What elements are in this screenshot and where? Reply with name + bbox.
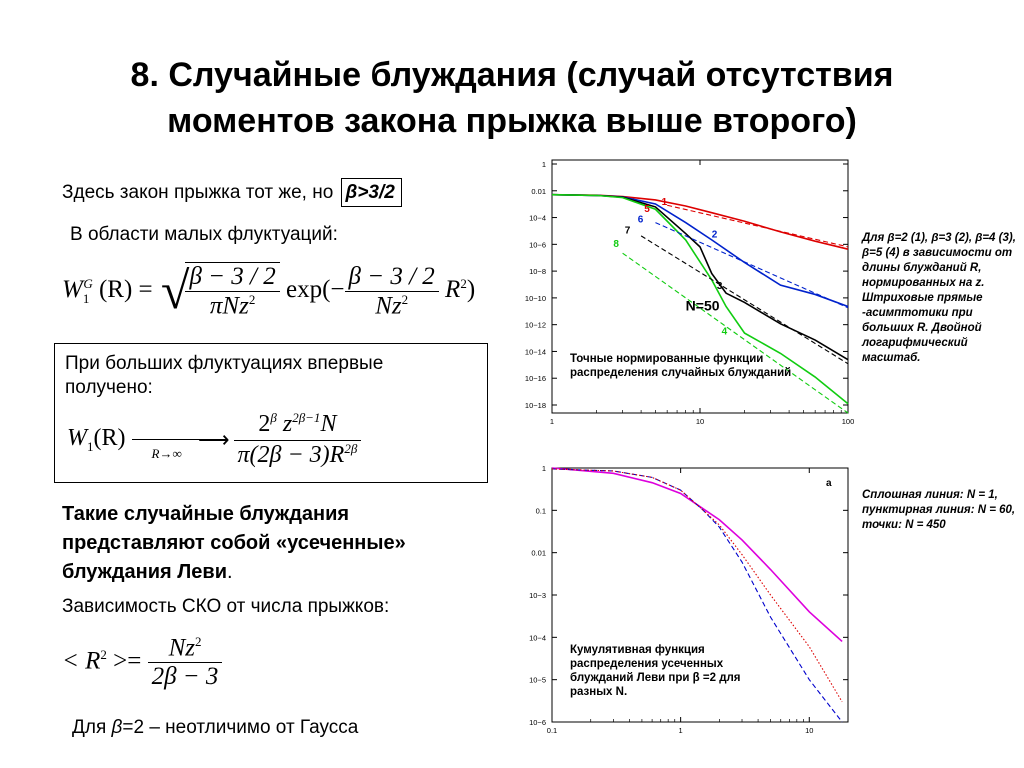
chart-2-caption: Кумулятивная функция распределения усеченных блужданий Леви при β =2 для разных N. [570, 644, 741, 698]
sko-fraction [148, 634, 223, 691]
sko-label: Зависимость СКО от числа прыжков: [62, 596, 390, 617]
large-numerator: $2^\beta$ $z^{2\beta-1}N$ [258, 410, 337, 437]
chart-2-xtick-label: 10 [805, 726, 814, 735]
chart-1-curve-label-8: 8 [613, 238, 619, 250]
chart-1 [510, 150, 855, 428]
levy-bold-text: Такие случайные блуждания представляют собой «усеченные» блуждания Леви [62, 503, 406, 583]
w-sub: 1 [82, 291, 90, 307]
chart-1-curve-label-2: 2 [711, 229, 718, 241]
small-fluct-label: В области малых флуктуаций: [70, 224, 338, 245]
levy-paragraph: Такие случайные блуждания представляют собой «усеченные» блуждания Леви. [62, 503, 406, 583]
chart-2-ytick-label: 10−3 [529, 591, 546, 600]
w-sup: G [83, 275, 93, 291]
formula-large-fluct: $W_1(R)$ ⟶ R→∞ $\frac{2^\beta z^{2\beta-1}N}{\pi(2\beta - 3)R^{2\beta}}$ [67, 410, 361, 469]
chart-1-ytick-label: 0.01 [531, 186, 546, 196]
exp-fraction [345, 263, 439, 320]
large-fluct-box [54, 343, 488, 483]
large-denominator: $\pi(2\beta - 3)R^{2\beta}$ [234, 440, 362, 469]
limit-arrow: ⟶ R→∞ [132, 430, 228, 450]
chart-2-ytick-label: 10−4 [529, 633, 546, 643]
chart-2-ytick-label: 10−5 [529, 675, 546, 685]
right-caption-2: Сплошная линия: N = 1, пунктирная линия: N = 60, точки: N = 450 [862, 489, 1016, 531]
chart-1-xtick-label: 100 [841, 417, 855, 426]
chart-1-ytick-label: 10−12 [524, 320, 546, 330]
chart-2-xtick-label: 0.1 [546, 726, 558, 735]
exp-numerator: β − 3 / 2 [348, 262, 435, 290]
sqrt-sign: √ [160, 263, 190, 320]
exp-denominator: Nz$^2$ [345, 291, 439, 320]
chart-1-ytick-label: 10−4 [529, 213, 546, 223]
beta-condition: β>3/2 [341, 178, 402, 207]
chart-2-xtick-label: 1 [678, 726, 683, 735]
chart-1-curve-label-3: 3 [716, 281, 723, 293]
chart-1-ytick-label: 10−14 [524, 347, 546, 357]
chart-1-caption: Точные нормированные функции распределения случайных блужданий [570, 353, 792, 379]
w-symbol: W [62, 276, 83, 304]
chart-2-ytick-label: 1 [541, 464, 546, 473]
intro-line [62, 178, 402, 207]
gauss-note: Для β=2 – неотличимо от Гаусса [72, 717, 359, 738]
chart-1-ytick-label: 10−8 [529, 267, 546, 277]
chart-1-xtick-label: 10 [695, 417, 705, 426]
chart-2-ytick-label: 10−6 [529, 718, 546, 727]
r-symbol: R [445, 276, 461, 304]
chart-1-curve-label-5: 5 [644, 204, 650, 216]
sqrt-fraction [185, 262, 279, 320]
page-title [0, 52, 1024, 144]
formula-sko: < $R^2$ >= $\frac{Nz^2}{2\beta - 3}$ [62, 634, 222, 691]
chart-1-ytick-label: 10−6 [529, 240, 546, 250]
right-caption-1: Для β=2 (1), β=3 (2), β=4 (3), β=5 (4) в зависимости от длины блужданий R, нормированных на z. Штриховые прямые -асимптотики при больших R. Двойной логарифмический масштаб. [862, 232, 1016, 364]
chart-2 [510, 458, 855, 743]
chart-1-ytick-label: 10−16 [524, 374, 546, 384]
large-fluct-label: При больших флуктуациях впервые получено: [65, 353, 384, 398]
chart-2-annotation: a [826, 478, 832, 489]
chart-1-ytick-label: 1 [541, 160, 546, 169]
chart-2-ytick-label: 0.01 [531, 548, 546, 558]
chart-1-annotation: N=50 [685, 297, 720, 314]
formula-small-fluct: $W_1^G$ (R) = √ $\frac{\beta - 3 / 2}{\pi Nz^2}$ exp(− $\frac{\beta - 3 / 2}{Nz^2}$ $R^2$) [62, 262, 476, 320]
chart-1-xtick-label: 1 [549, 417, 555, 426]
exp-text: exp(− [285, 276, 345, 304]
chart-1-curve-label-6: 6 [637, 214, 644, 226]
chart-2-ytick-label: 0.1 [535, 506, 546, 516]
large-fraction [234, 410, 362, 469]
intro-text: Здесь закон прыжка тот же, но [62, 182, 334, 203]
sko-denominator: 2β − 3 [148, 662, 223, 691]
sqrt-denominator: πNz$^2$ [185, 291, 279, 320]
title-line-1: 8. Случайные блуждания (случай отсутствия [130, 56, 894, 94]
title-line-2: моментов закона прыжка выше второго) [167, 102, 857, 140]
chart-1-curve-label-4: 4 [721, 326, 728, 338]
chart-1-ytick-label: 10−18 [524, 401, 546, 410]
chart-1-curve-label-7: 7 [624, 225, 631, 237]
arrow-label: R→∞ [151, 445, 182, 461]
chart-1-ytick-label: 10−10 [524, 293, 546, 303]
chart-1-curve-label-1: 1 [661, 197, 668, 209]
sqrt-numerator: β − 3 / 2 [189, 263, 276, 291]
sko-numerator: Nz$^2$ [168, 634, 202, 662]
w-arg: (R) = [98, 276, 153, 304]
